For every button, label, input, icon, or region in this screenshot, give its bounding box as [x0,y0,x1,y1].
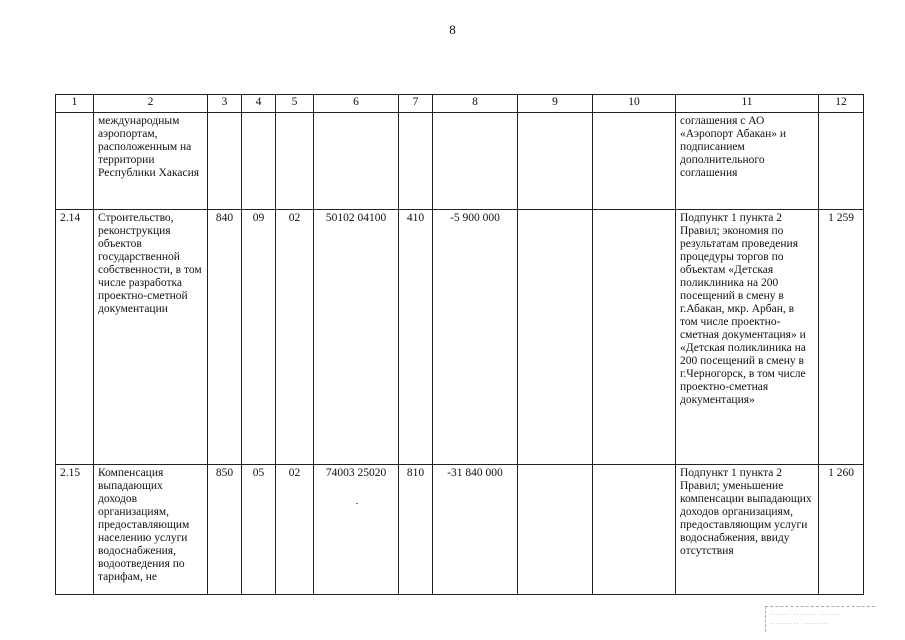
subsection-code: 02 [276,465,314,595]
column-header: 2 [94,95,208,113]
column-header: 3 [208,95,242,113]
scan-speck [356,503,358,504]
faded-stamp: ....... ........ ....... .......... ......... [765,606,875,632]
budget-table [55,94,864,595]
column-header: 5 [276,95,314,113]
row-number: 2.15 [56,465,94,595]
table-row [56,465,864,595]
target-article-code: 74003 25020 [314,465,399,595]
column-header: 6 [314,95,399,113]
amount-cell-col10 [593,210,676,465]
amount-cell-col9 [518,210,593,465]
amount-cell-col9 [518,465,593,595]
table-row [56,210,864,465]
column-header: 10 [593,95,676,113]
ministry-code: 840 [208,210,242,465]
column-header: 12 [819,95,864,113]
amount-cell-col10 [593,465,676,595]
reference-number: 1 259 [819,210,864,465]
column-header: 4 [242,95,276,113]
amount-cell: -5 900 000 [433,210,518,465]
table-row [56,113,864,210]
expense-name: Строительство, реконструкция объектов государственной собственности, в том числе разработка проектно-сметной документации [94,210,208,465]
page-number: 8 [449,22,456,37]
column-header: 11 [676,95,819,113]
basis-text: Подпункт 1 пункта 2 Правил; экономия по результатам проведения процедуры торгов по объектам «Детская поликлиника на 200 посещений в смену в г.Абакан, мкр. Арбан, в том числе проектно-сметная документация» и «Детская поликлиника на 200 посещений в смену в г.Черногорск, в том числе проектно-сметная документация» [676,210,819,465]
target-article-code: 50102 04100 [314,210,399,465]
expense-name: международным аэропортам, расположенным на территории Республики Хакасия [94,113,208,210]
subsection-code: 02 [276,210,314,465]
reference-number: 1 260 [819,465,864,595]
basis-text: соглашения с АО «Аэропорт Абакан» и подписанием дополнительного соглашения [676,113,819,210]
amount-cell-col9 [518,113,593,210]
subsection-code [276,113,314,210]
section-code: 05 [242,465,276,595]
section-code [242,113,276,210]
row-number [56,113,94,210]
section-code: 09 [242,210,276,465]
column-header: 9 [518,95,593,113]
expense-name: Компенсация выпадающих доходов организациям, предоставляющим населению услуги водоснабжения, водоотведения по тарифам, не [94,465,208,595]
amount-cell: -31 840 000 [433,465,518,595]
expense-type-code [399,113,433,210]
ministry-code: 850 [208,465,242,595]
expense-type-code: 810 [399,465,433,595]
reference-number [819,113,864,210]
amount-cell-col10 [593,113,676,210]
target-article-code [314,113,399,210]
row-number: 2.14 [56,210,94,465]
table-header-row [56,95,864,113]
expense-type-code: 410 [399,210,433,465]
column-header: 7 [399,95,433,113]
column-header: 8 [433,95,518,113]
column-header: 1 [56,95,94,113]
amount-cell [433,113,518,210]
basis-text: Подпункт 1 пункта 2 Правил; уменьшение компенсации выпадающих доходов организациям, предоставляющим услуги водоснабжения, ввиду отсутствия [676,465,819,595]
ministry-code [208,113,242,210]
